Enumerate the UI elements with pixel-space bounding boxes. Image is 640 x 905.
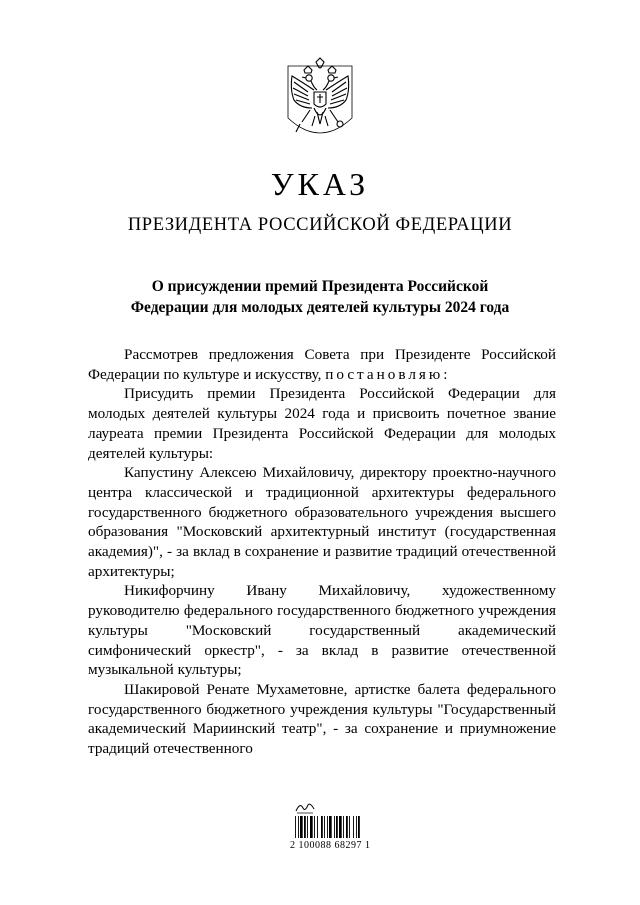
- body-paragraph-preamble: [88, 345, 556, 384]
- body-paragraph-laureate-2: Никифорчину Ивану Михайловичу, художественному руководителю федерального государственного бюджетного учреждения культуры "Московский государственный академический симфонический оркестр", - за вклад в развитие отечественной музыкальной культуры;: [88, 582, 556, 679]
- body-paragraph-laureate-1: Капустину Алексею Михайловичу, директору проектно-научного центра классической и традиционной архитектуры федерального государственного бюджетного образовательного учреждения высшего образования "Московский архитектурный институт (государственная академия)", - за вклад в сохранение и развитие традиций отечественной архитектуры;: [88, 464, 556, 580]
- barcode-number: 2 100088 68297 1: [290, 840, 371, 851]
- body-paragraph-laureate-3: Шакировой Ренате Мухаметовне, артистке балета федерального государственного бюджетного учреждения культуры "Государственный академический Мариинский театр", - за сохранение и приумножение традиций отечественного: [88, 680, 556, 758]
- decree-heading-line-2: Федерации для молодых деятелей культуры 2024 года: [130, 299, 510, 316]
- document-subtitle: ПРЕЗИДЕНТА РОССИЙСКОЙ ФЕДЕРАЦИИ: [127, 215, 513, 235]
- decree-heading: [0, 276, 640, 318]
- decree-word: постановляю:: [325, 365, 451, 383]
- decree-heading-line-1: О присуждении премий Президента Российской: [151, 278, 489, 295]
- document-title: УКАЗ: [270, 166, 370, 202]
- handwritten-mark-icon: [294, 800, 316, 814]
- preamble-text: Рассмотрев предложения Совета при Президенте Российской Федерации по культуре и искусству,: [88, 346, 556, 383]
- barcode-icon: [295, 816, 377, 838]
- russian-coat-of-arms-icon: [284, 56, 356, 144]
- decree-body: [88, 345, 556, 759]
- body-paragraph-award: Присудить премии Президента Российской Федерации для молодых деятелей культуры 2024 года и присвоить почетное звание лауреата премии Президента Российской Федерации для молодых деятелей культуры:: [88, 385, 556, 462]
